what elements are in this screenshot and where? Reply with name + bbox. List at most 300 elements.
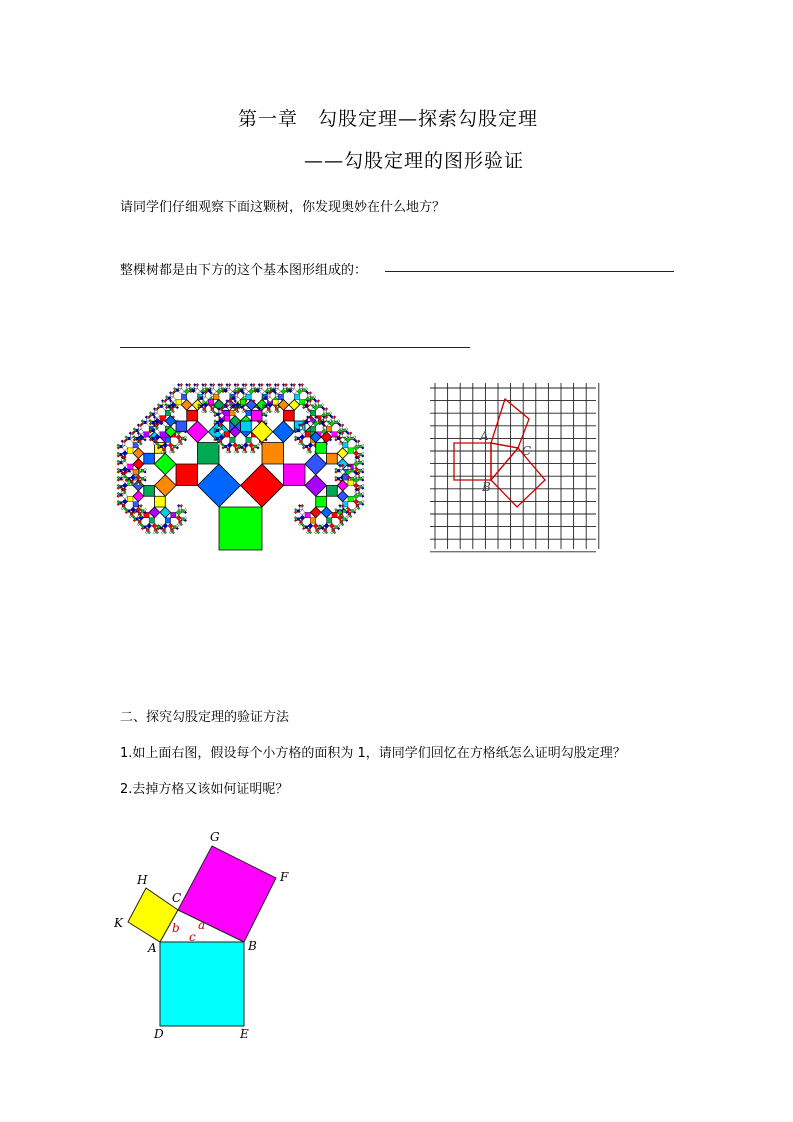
tree-square: [133, 502, 138, 507]
tree-square: [361, 447, 364, 450]
tree-square: [122, 488, 125, 491]
tree-square: [152, 429, 155, 432]
tree-square: [335, 438, 338, 441]
tree-square: [345, 519, 348, 522]
tree-square: [208, 389, 211, 392]
tree-square: [300, 440, 303, 443]
tree-square: [310, 397, 313, 400]
tree-square: [289, 400, 300, 411]
tree-square: [335, 471, 338, 474]
tree-square: [210, 383, 213, 386]
tree-square: [146, 418, 149, 421]
tree-square: [306, 531, 309, 534]
tree-square: [144, 476, 147, 479]
tree-square: [292, 389, 297, 394]
tree-square: [341, 523, 344, 526]
tree-square: [117, 444, 120, 447]
tree-square: [359, 502, 362, 505]
tree-square: [169, 391, 172, 394]
tree-square: [266, 383, 269, 386]
tree-square: [321, 404, 324, 407]
tree-square: [163, 523, 168, 528]
tree-square: [144, 508, 147, 511]
tree-square: [227, 402, 230, 405]
tree-square: [361, 476, 364, 479]
tree-square: [335, 421, 338, 424]
tree-square: [184, 519, 187, 522]
tree-square: [210, 410, 213, 413]
tree-square: [125, 511, 128, 514]
tree-square: [228, 451, 231, 454]
tree-square: [249, 443, 254, 448]
tree-square: [353, 499, 358, 504]
tree-square: [198, 443, 220, 465]
tree-square: [359, 477, 362, 480]
tree-square: [145, 531, 148, 534]
tree-square: [335, 479, 338, 482]
tree-square: [246, 437, 251, 442]
tree-square: [245, 383, 248, 386]
tree-square: [181, 510, 184, 513]
tree-square: [144, 468, 147, 471]
grid-label-c: C: [522, 444, 532, 458]
tree-square: [140, 504, 143, 507]
tree-square: [305, 405, 308, 408]
tree-square: [294, 508, 297, 511]
tree-square: [324, 523, 329, 528]
tree-square: [202, 410, 205, 413]
tree-square: [265, 420, 268, 423]
tree-square: [297, 518, 300, 521]
tree-square: [329, 412, 332, 415]
question-2: 2.去掉方格又该如何证明呢？: [120, 782, 289, 797]
tree-square: [216, 421, 219, 424]
tree-square: [180, 504, 183, 507]
tree-square: [146, 523, 151, 528]
tree-square: [305, 512, 310, 517]
tree-square: [230, 437, 235, 442]
tree-square: [289, 389, 292, 392]
tree-square: [203, 408, 206, 411]
tree-question: 请同学们仔细观察下面这颗树，你发现奥妙在什么地方？: [120, 200, 446, 215]
tree-square: [168, 523, 173, 528]
tree-square: [308, 529, 311, 532]
tree-square: [337, 437, 340, 440]
tree-square: [321, 421, 324, 424]
tree-square: [327, 413, 330, 416]
tree-square: [337, 477, 340, 480]
tree-square: [353, 494, 358, 499]
tree-square: [353, 445, 358, 450]
tree-square: [357, 440, 360, 443]
tree-square: [359, 461, 362, 464]
tree-square: [249, 389, 254, 394]
tree-square: [305, 432, 310, 437]
pythagoras-tree-squares: [117, 383, 364, 550]
tree-square: [169, 451, 172, 454]
tree-square: [332, 418, 335, 421]
grid-proof-figure: [430, 383, 600, 553]
tree-square: [243, 443, 248, 448]
tree-square: [324, 426, 327, 429]
tree-square: [265, 414, 268, 417]
tree-square: [125, 436, 128, 439]
tree-square: [160, 445, 163, 448]
tree-square: [353, 511, 356, 514]
tree-square: [359, 445, 362, 448]
tree-square: [219, 386, 222, 389]
tree-square: [122, 443, 125, 446]
tree-square: [214, 420, 217, 423]
tree-square: [163, 448, 166, 451]
tree-square: [177, 504, 180, 507]
tree-square: [316, 443, 327, 454]
fill-in-prompt: 整棵树都是由下方的这个基本图形组成的：: [120, 263, 368, 278]
tree-square: [236, 451, 239, 454]
tree-square: [294, 436, 297, 439]
tree-square: [152, 413, 155, 416]
tree-square: [235, 386, 238, 389]
tree-square: [313, 395, 316, 398]
tree-square: [300, 507, 303, 510]
tree-square: [185, 383, 188, 386]
tree-square: [301, 504, 304, 507]
tree-square: [359, 494, 362, 497]
tree-square: [332, 529, 335, 532]
tree-square: [160, 405, 163, 408]
tree-square: [171, 448, 174, 451]
tree-square: [361, 460, 364, 463]
tree-square: [308, 523, 313, 528]
tree-square: [117, 500, 120, 503]
tree-square: [356, 504, 359, 507]
tree-square: [173, 526, 176, 529]
square-on-hypotenuse-abed: [160, 942, 244, 1026]
tree-square: [361, 455, 364, 458]
tree-square: [232, 443, 237, 448]
tree-square: [227, 389, 232, 394]
tree-square: [224, 405, 227, 408]
tree-square: [224, 445, 227, 448]
tree-square: [308, 418, 311, 421]
tree-square: [325, 531, 328, 534]
tree-square: [117, 495, 120, 498]
tree-square: [297, 437, 300, 440]
tree-square: [117, 471, 120, 474]
tree-square: [184, 389, 189, 394]
tree-square: [284, 464, 306, 486]
tree-square: [122, 483, 127, 488]
tree-square: [156, 531, 159, 534]
tree-square: [184, 511, 187, 514]
tree-square: [180, 523, 183, 526]
tree-square: [361, 444, 364, 447]
tree-square: [335, 468, 338, 471]
tree-square: [120, 486, 123, 489]
tree-square: [317, 400, 320, 403]
tree-square: [137, 523, 140, 526]
tree-square: [340, 426, 343, 429]
tree-square: [310, 410, 315, 415]
tree-square: [120, 445, 123, 448]
tree-square: [165, 518, 170, 523]
tree-square: [120, 502, 123, 505]
tree-square: [121, 440, 124, 443]
tree-square: [305, 475, 327, 497]
tree-square: [168, 443, 173, 448]
tree-square: [153, 531, 156, 534]
tree-square: [187, 386, 190, 389]
tree-square: [353, 461, 358, 466]
tree-square: [298, 523, 301, 526]
tree-square: [144, 438, 147, 441]
tree-square: [332, 512, 337, 517]
tree-square: [145, 416, 148, 419]
tree-square: [224, 432, 229, 437]
tree-square: [361, 500, 364, 503]
tree-square: [138, 520, 141, 523]
tree-square: [122, 494, 127, 499]
tree-square: [305, 387, 308, 390]
tree-square: [117, 468, 120, 471]
question-1: 1.如上面右图，假设每个小方格的面积为 1，请同学们回忆在方格纸怎么证明勾股定理？: [120, 746, 626, 761]
tree-square: [160, 421, 163, 424]
label-side-c: c: [189, 930, 196, 944]
tree-square: [356, 459, 359, 462]
tree-square: [259, 389, 264, 394]
tree-square: [243, 386, 246, 389]
tree-square: [155, 440, 158, 443]
tree-square: [294, 394, 299, 399]
tree-square: [238, 445, 241, 448]
tree-square: [155, 453, 177, 475]
tree-square: [204, 383, 207, 386]
tree-square: [117, 479, 120, 482]
tree-square: [164, 531, 167, 534]
tree-square: [216, 437, 219, 440]
tree-square: [337, 491, 348, 502]
tree-square: [308, 448, 311, 451]
tree-square: [122, 451, 127, 456]
tree-square: [275, 386, 278, 389]
tree-square: [275, 394, 278, 397]
tree-square: [259, 386, 262, 389]
tree-square: [325, 408, 328, 411]
tree-square: [327, 486, 338, 497]
tree-square: [278, 394, 283, 399]
tree-square: [128, 437, 131, 440]
tree-square: [267, 408, 270, 411]
tree-square: [176, 400, 181, 405]
tree-square: [133, 519, 136, 522]
tree-square: [302, 447, 305, 450]
tree-square: [179, 440, 182, 443]
tree-square: [343, 510, 346, 513]
tree-square: [117, 503, 120, 506]
label-e: E: [240, 1027, 249, 1041]
tree-square: [349, 432, 352, 435]
tree-square: [300, 386, 303, 389]
tree-square: [340, 507, 343, 510]
tree-square: [235, 394, 238, 397]
tree-square: [187, 421, 209, 443]
tree-square: [361, 484, 364, 487]
label-a-vertex: A: [148, 941, 157, 955]
tree-square: [273, 389, 276, 392]
tree-square: [188, 383, 191, 386]
tree-square: [246, 410, 251, 415]
answer-line-1[interactable]: [385, 271, 674, 272]
tree-square: [273, 421, 295, 443]
tree-square: [282, 383, 285, 386]
tree-square: [343, 429, 346, 432]
label-b-vertex: B: [248, 939, 257, 953]
tree-square: [246, 394, 251, 399]
tree-square: [200, 405, 203, 408]
tree-square: [171, 408, 174, 411]
tree-square: [144, 453, 155, 464]
tree-square: [184, 438, 187, 441]
tree-square: [317, 531, 320, 534]
tree-square: [232, 397, 235, 400]
tree-square: [232, 405, 235, 408]
tree-square: [241, 389, 244, 392]
tree-square: [122, 472, 125, 475]
answer-line-2[interactable]: [120, 347, 470, 348]
tree-square: [173, 387, 176, 390]
tree-square: [222, 447, 225, 450]
tree-square: [351, 510, 354, 513]
tree-square: [305, 445, 308, 448]
tree-square: [144, 486, 155, 497]
pythagorean-proof-figure: [110, 828, 310, 1048]
tree-square: [122, 445, 127, 450]
tree-square: [258, 383, 261, 386]
tree-square: [208, 400, 213, 405]
tree-square: [129, 432, 132, 435]
tree-square: [337, 527, 340, 530]
tree-square: [181, 394, 186, 399]
tree-square: [155, 475, 177, 497]
tree-square: [117, 492, 120, 495]
tree-square: [345, 428, 348, 431]
tree-square: [176, 389, 179, 392]
tree-square: [219, 424, 222, 427]
tree-square: [117, 460, 120, 463]
tree-square: [141, 527, 144, 530]
tree-square: [155, 424, 158, 427]
tree-square: [340, 434, 343, 437]
tree-square: [265, 405, 268, 408]
tree-square: [184, 436, 187, 439]
tree-square: [136, 518, 139, 521]
tree-square: [257, 389, 260, 392]
tree-square: [152, 523, 157, 528]
tree-square: [281, 389, 286, 394]
tree-square: [200, 397, 203, 400]
tree-square: [168, 397, 171, 400]
tree-square: [144, 471, 147, 474]
tree-square: [214, 414, 217, 417]
tree-square: [309, 451, 312, 454]
tree-square: [310, 518, 315, 523]
tree-square: [359, 453, 362, 456]
tree-square: [300, 426, 303, 429]
tree-square: [298, 504, 301, 507]
tree-square: [172, 410, 175, 413]
tree-square: [214, 394, 219, 399]
tree-square: [144, 479, 147, 482]
tree-square: [176, 406, 179, 409]
tree-square: [122, 461, 127, 466]
tree-square: [163, 402, 166, 405]
tree-square: [359, 469, 362, 472]
tree-square: [122, 504, 125, 507]
tree-square: [349, 515, 352, 518]
tree-square: [300, 515, 305, 520]
tree-square: [309, 391, 312, 394]
tree-square: [308, 394, 311, 397]
tree-square: [216, 389, 221, 394]
tree-square: [250, 383, 253, 386]
tree-square: [173, 445, 176, 448]
tree-square: [251, 421, 273, 443]
tree-square: [318, 526, 321, 529]
tree-square: [138, 480, 141, 483]
tree-square: [348, 496, 353, 501]
tree-square: [120, 477, 123, 480]
tree-square: [141, 510, 144, 513]
tree-square: [133, 448, 144, 459]
tree-square: [176, 421, 187, 432]
tree-square: [316, 418, 319, 421]
tree-square: [149, 507, 160, 518]
tree-square: [155, 496, 166, 507]
tree-square: [254, 445, 257, 448]
tree-square: [128, 496, 133, 501]
tree-square: [324, 418, 327, 421]
tree-square: [144, 432, 149, 437]
tree-square: [340, 467, 343, 470]
tree-square: [261, 383, 264, 386]
tree-square: [179, 507, 182, 510]
tree-square: [138, 426, 141, 429]
tree-square: [297, 429, 300, 432]
grid-label-a: A: [480, 429, 489, 443]
tree-square: [224, 389, 227, 392]
tree-square: [155, 529, 158, 532]
tree-square: [234, 451, 237, 454]
tree-square: [294, 516, 297, 519]
tree-square: [133, 459, 144, 470]
tree-square: [310, 507, 321, 518]
tree-square: [361, 452, 364, 455]
tree-square: [117, 476, 120, 479]
tree-square: [340, 520, 343, 523]
tree-square: [218, 383, 221, 386]
tree-square: [161, 531, 164, 534]
tree-square: [337, 448, 348, 459]
tree-square: [130, 512, 133, 515]
tree-square: [300, 520, 303, 523]
tree-square: [343, 518, 346, 521]
tree-square: [176, 447, 179, 450]
tree-square: [226, 451, 229, 454]
tree-square: [361, 468, 364, 471]
tree-square: [333, 531, 336, 534]
tree-square: [297, 389, 302, 394]
tree-square: [243, 394, 246, 397]
